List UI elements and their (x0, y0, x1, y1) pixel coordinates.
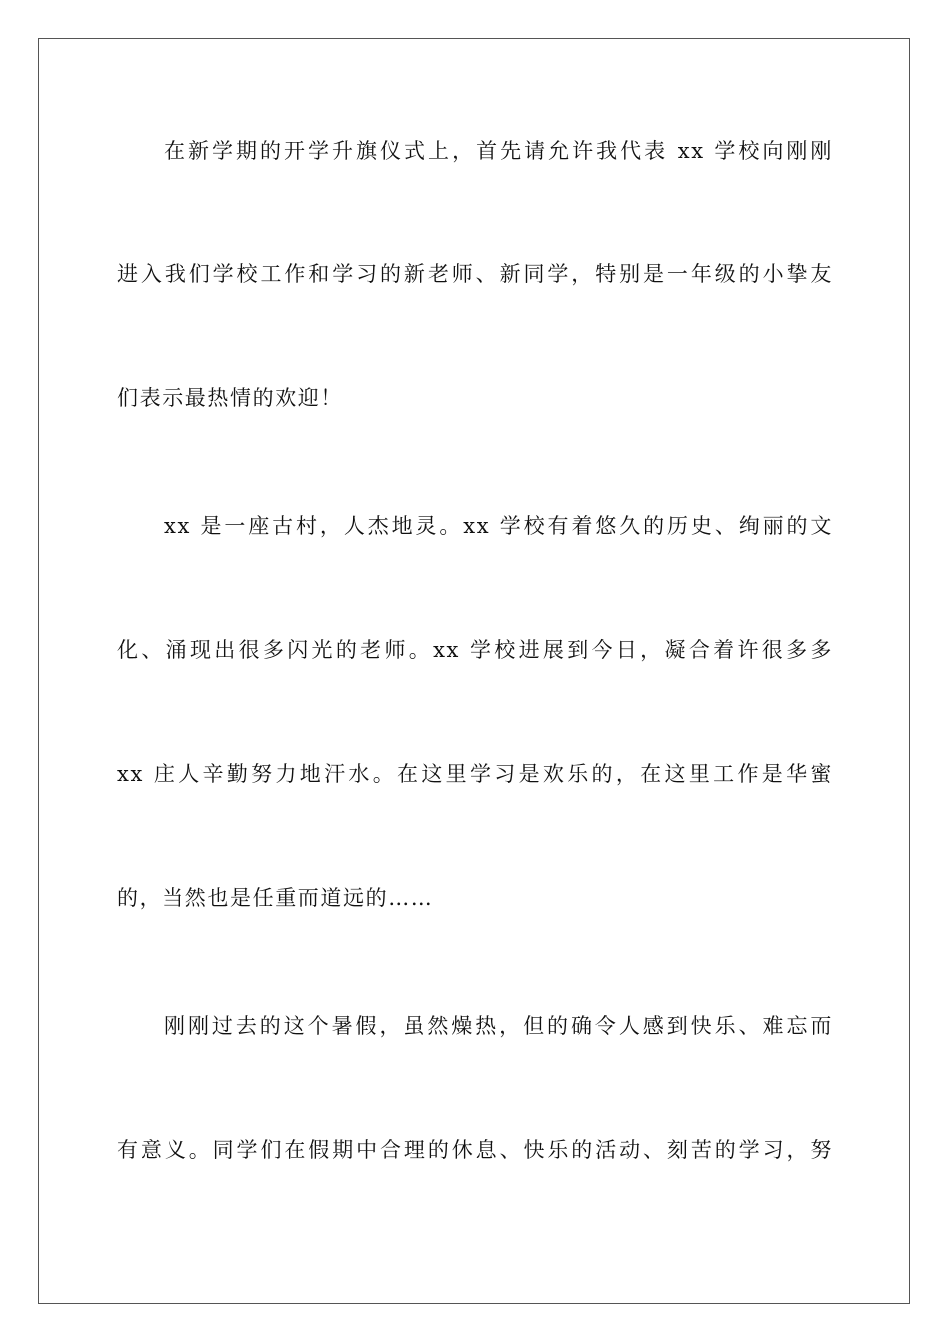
paragraph-1-line-3: 们表示最热情的欢迎！ (117, 386, 343, 410)
page-border (38, 38, 910, 1304)
paragraph-1-line-1: 在新学期的开学升旗仪式上，首先请允许我代表 xx 学校向刚刚 (164, 139, 833, 163)
paragraph-2-line-3: xx 庄人辛勤努力地汗水。在这里学习是欢乐的，在这里工作是华蜜 (117, 762, 833, 786)
paragraph-3-line-2: 有意义。同学们在假期中合理的休息、快乐的活动、刻苦的学习，努 (117, 1138, 833, 1162)
paragraph-2-line-4: 的，当然也是任重而道远的…… (117, 886, 434, 910)
paragraph-1-line-2: 进入我们学校工作和学习的新老师、新同学，特别是一年级的小挚友 (117, 262, 833, 286)
paragraph-2-line-1: xx 是一座古村，人杰地灵。xx 学校有着悠久的历史、绚丽的文 (164, 514, 833, 538)
paragraph-3-line-1: 刚刚过去的这个暑假，虽然燥热，但的确令人感到快乐、难忘而 (164, 1014, 833, 1038)
paragraph-2-line-2: 化、涌现出很多闪光的老师。xx 学校进展到今日，凝合着许很多多 (117, 638, 833, 662)
